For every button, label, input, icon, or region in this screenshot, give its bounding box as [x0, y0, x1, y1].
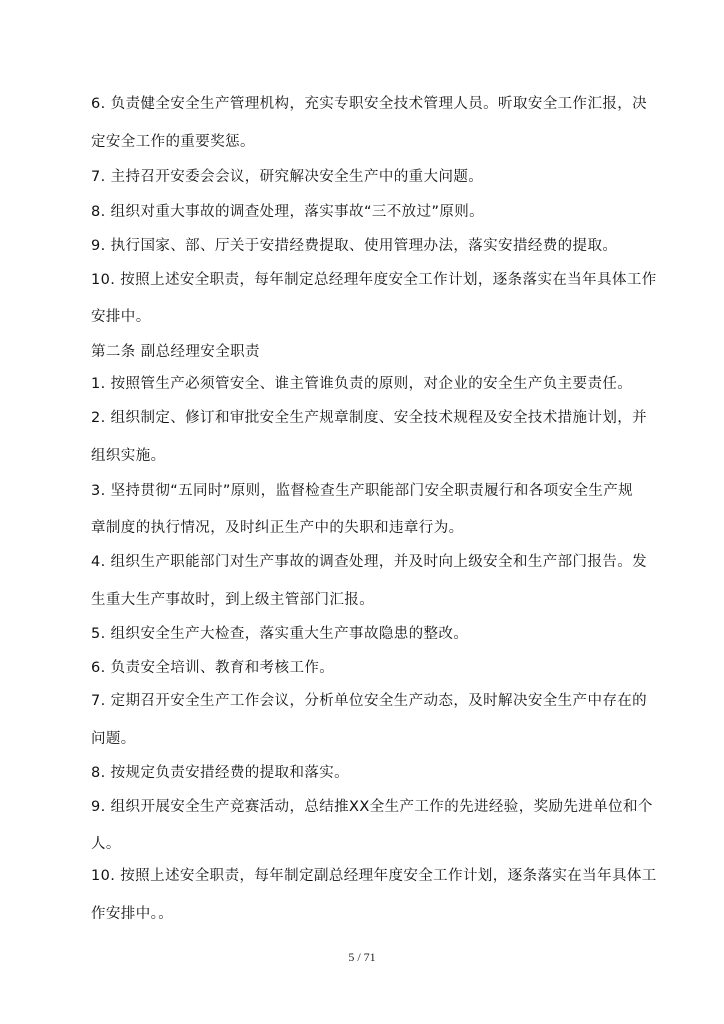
text-line-17: 6. 负责安全培训、教育和考核工作。 — [91, 660, 335, 676]
text-line-21: 9. 组织开展安全生产竞赛活动，总结推XX全生产工作的先进经验，奖励先进单位和个 — [91, 799, 653, 815]
text-line-19: 问题。 — [91, 731, 136, 747]
text-line-3: 7. 主持召开安委会会议，研究解决安全生产中的重大问题。 — [91, 169, 484, 185]
text-line-24: 作安排中。。 — [91, 906, 174, 922]
text-line-12: 3. 坚持贯彻“五同时”原则，监督检查生产职能部门安全职责履行和各项安全生产规 — [91, 483, 634, 499]
text-line-1: 6. 负责健全安全生产管理机构，充实专职安全技术管理人员。听取安全工作汇报，决 — [91, 96, 648, 112]
text-line-13: 章制度的执行情况，及时纠正生产中的失职和违章行为。 — [91, 520, 464, 536]
text-line-4: 8. 组织对重大事故的调查处理，落实事故“三不放过”原则。 — [91, 204, 485, 220]
text-line-22: 人。 — [91, 836, 121, 852]
text-line-9: 1. 按照管生产必须管安全、谁主管谁负责的原则，对企业的安全生产负主要责任。 — [91, 376, 633, 392]
text-line-11: 组织实施。 — [91, 448, 166, 464]
text-line-14: 4. 组织生产职能部门对生产事故的调查处理，并及时向上级安全和生产部门报告。发 — [91, 554, 648, 570]
page-number: 5 / 71 — [348, 950, 376, 964]
text-line-20: 8. 按规定负责安措经费的提取和落实。 — [91, 765, 350, 781]
text-line-5: 9. 执行国家、部、厅关于安措经费提取、使用管理办法，落实安措经费的提取。 — [91, 238, 618, 254]
text-line-10: 2. 组织制定、修订和审批安全生产规章制度、安全技术规程及安全技术措施计划，并 — [91, 410, 648, 426]
text-line-15: 生重大生产事故时，到上级主管部门汇报。 — [91, 592, 375, 608]
text-line-6: 10. 按照上述安全职责，每年制定总经理年度安全工作计划，逐条落实在当年具体工作 — [91, 272, 657, 288]
text-line-7: 安排中。 — [91, 309, 151, 325]
text-line-23: 10. 按照上述安全职责，每年制定副总经理年度安全工作计划，逐条落实在当年具体工 — [91, 868, 657, 884]
text-line-16: 5. 组织安全生产大检查，落实重大生产事故隐患的整改。 — [91, 626, 469, 642]
text-line-18: 7. 定期召开安全生产工作会议，分析单位安全生产动态，及时解决安全生产中存在的 — [91, 693, 648, 709]
section-heading: 第二条 副总经理安全职责 — [91, 344, 260, 360]
text-line-2: 定安全工作的重要奖惩。 — [91, 134, 255, 150]
